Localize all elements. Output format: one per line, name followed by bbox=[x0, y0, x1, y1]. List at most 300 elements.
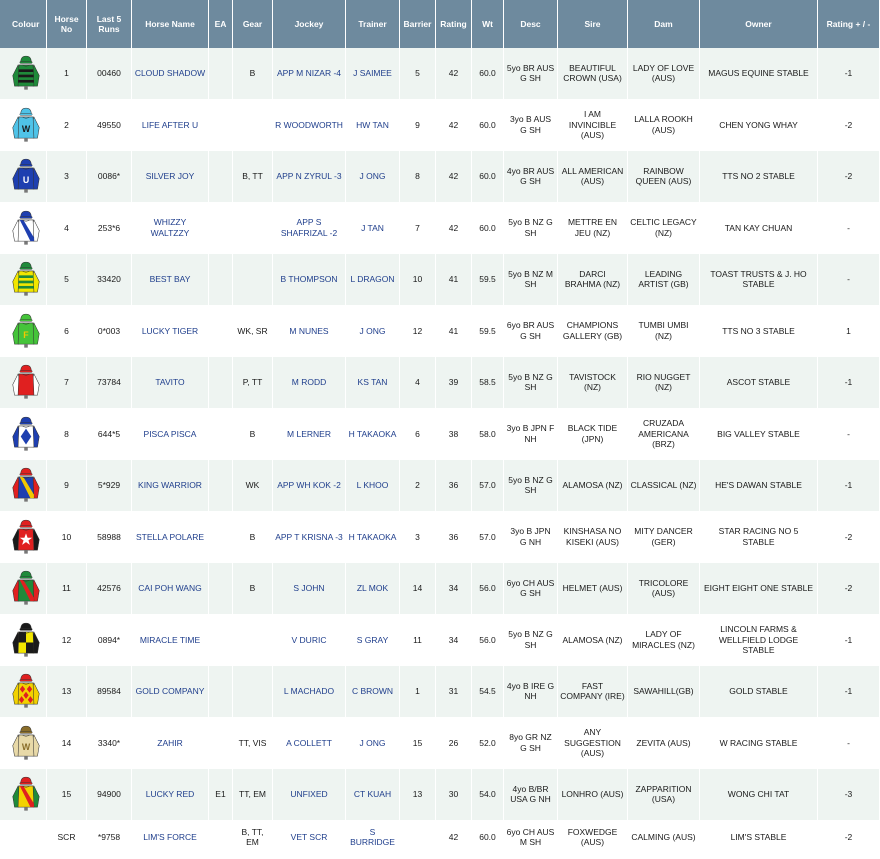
runner-sire: FAST COMPANY (IRE) bbox=[558, 666, 628, 718]
svg-text:W: W bbox=[21, 123, 31, 134]
runner-wt: 59.5 bbox=[472, 254, 504, 306]
runner-trainer[interactable]: J ONG bbox=[346, 718, 400, 770]
runner-wt: 58.5 bbox=[472, 357, 504, 409]
col-header-barrier: Barrier bbox=[400, 0, 436, 48]
runner-rating-change: -1 bbox=[818, 357, 880, 409]
runner-gear: TT, EM bbox=[233, 769, 273, 821]
runner-wt: 58.0 bbox=[472, 409, 504, 461]
runner-wt: 54.0 bbox=[472, 769, 504, 821]
runner-ea bbox=[209, 409, 233, 461]
runner-desc: 6yo CH AUS M SH bbox=[504, 821, 558, 855]
silks-cell bbox=[0, 357, 47, 409]
col-header-horse-no: Horse No bbox=[47, 0, 87, 48]
silks-blue-yellow-red-sash-icon bbox=[11, 494, 41, 504]
runner-owner: GOLD STABLE bbox=[700, 666, 818, 718]
col-header-horse-name: Horse Name bbox=[132, 0, 209, 48]
runner-horse-name[interactable]: LUCKY TIGER bbox=[132, 306, 209, 358]
silks-yellow-black-quarters-icon bbox=[11, 649, 41, 659]
runner-last-5-runs: 0*003 bbox=[87, 306, 132, 358]
silks-cell bbox=[0, 718, 47, 770]
runner-ea bbox=[209, 100, 233, 152]
runner-barrier: 6 bbox=[400, 409, 436, 461]
runner-gear bbox=[233, 203, 273, 255]
silks-white-blue-diamond-icon bbox=[11, 443, 41, 453]
silks-yellow-red-green-sash-icon bbox=[11, 803, 41, 813]
runner-barrier: 4 bbox=[400, 357, 436, 409]
runner-horse-name[interactable]: GOLD COMPANY bbox=[132, 666, 209, 718]
runner-ea bbox=[209, 563, 233, 615]
runner-desc: 5yo B NZ G SH bbox=[504, 357, 558, 409]
runner-jockey[interactable]: VET SCR bbox=[273, 821, 346, 855]
runner-rating-change: - bbox=[818, 409, 880, 461]
runner-row bbox=[0, 563, 880, 615]
runner-gear bbox=[233, 100, 273, 152]
col-header-last-5-runs: Last 5 Runs bbox=[87, 0, 132, 48]
runner-dam: TRICOLORE (AUS) bbox=[628, 563, 700, 615]
silks-cell bbox=[0, 151, 47, 203]
runner-jockey[interactable]: APP M NIZAR -4 bbox=[273, 48, 346, 100]
runner-sire: ALAMOSA (NZ) bbox=[558, 615, 628, 667]
silks-cell bbox=[0, 306, 47, 358]
runner-dam: CALMING (AUS) bbox=[628, 821, 700, 855]
runner-row bbox=[0, 666, 880, 718]
runner-row bbox=[0, 512, 880, 564]
runner-jockey[interactable]: L MACHADO bbox=[273, 666, 346, 718]
runner-last-5-runs: 0086* bbox=[87, 151, 132, 203]
runner-rating: 34 bbox=[436, 563, 472, 615]
silks-green-yellow-f-icon bbox=[11, 329, 41, 350]
runner-rating-change: - bbox=[818, 718, 880, 770]
runner-barrier: 15 bbox=[400, 718, 436, 770]
col-header-ea: EA bbox=[209, 0, 233, 48]
runner-barrier: 8 bbox=[400, 151, 436, 203]
runner-trainer[interactable]: J ONG bbox=[346, 151, 400, 203]
runner-horse-name[interactable]: KING WARRIOR bbox=[132, 460, 209, 512]
runner-row bbox=[0, 769, 880, 821]
runner-owner: TTS NO 2 STABLE bbox=[700, 151, 818, 203]
runner-wt: 60.0 bbox=[472, 821, 504, 855]
runner-sire: BEAUTIFUL CROWN (USA) bbox=[558, 48, 628, 100]
runner-wt: 57.0 bbox=[472, 460, 504, 512]
runner-horse-no: 2 bbox=[47, 100, 87, 152]
runner-sire: TAVISTOCK (NZ) bbox=[558, 357, 628, 409]
svg-text:F: F bbox=[23, 329, 29, 340]
runner-gear: TT, VIS bbox=[233, 718, 273, 770]
runner-jockey[interactable]: S JOHN bbox=[273, 563, 346, 615]
runner-horse-name[interactable]: PISCA PISCA bbox=[132, 409, 209, 461]
silks-green-red-sash-icon bbox=[11, 597, 41, 607]
runner-trainer[interactable]: C BROWN bbox=[346, 666, 400, 718]
runner-ea bbox=[209, 821, 233, 855]
runner-gear: B bbox=[233, 512, 273, 564]
runner-barrier: 3 bbox=[400, 512, 436, 564]
runner-barrier: 11 bbox=[400, 615, 436, 667]
runner-barrier: 1 bbox=[400, 666, 436, 718]
runner-horse-name[interactable]: LIFE AFTER U bbox=[132, 100, 209, 152]
runner-desc: 5yo B NZ M SH bbox=[504, 254, 558, 306]
runner-horse-name[interactable]: STELLA POLARE bbox=[132, 512, 209, 564]
runner-dam: CRUZADA AMERICANA (BRZ) bbox=[628, 409, 700, 461]
runner-last-5-runs: 253*6 bbox=[87, 203, 132, 255]
runner-barrier: 14 bbox=[400, 563, 436, 615]
silks-cell bbox=[0, 203, 47, 255]
runner-rating-change: 1 bbox=[818, 306, 880, 358]
runner-sire: FOXWEDGE (AUS) bbox=[558, 821, 628, 855]
runner-row bbox=[0, 306, 880, 358]
col-header-gear: Gear bbox=[233, 0, 273, 48]
runner-desc: 3yo B JPN G NH bbox=[504, 512, 558, 564]
runner-owner: CHEN YONG WHAY bbox=[700, 100, 818, 152]
runner-wt: 60.0 bbox=[472, 48, 504, 100]
silks-cell bbox=[0, 769, 47, 821]
runner-ea bbox=[209, 151, 233, 203]
runner-sire: ALAMOSA (NZ) bbox=[558, 460, 628, 512]
silks-white-blue-sash-icon bbox=[11, 237, 41, 247]
runner-gear: P, TT bbox=[233, 357, 273, 409]
runner-sire: ALL AMERICAN (AUS) bbox=[558, 151, 628, 203]
runner-rating-change: -2 bbox=[818, 821, 880, 855]
runner-row bbox=[0, 48, 880, 100]
runner-row bbox=[0, 718, 880, 770]
runner-jockey[interactable]: V DURIC bbox=[273, 615, 346, 667]
runner-desc: 5yo B NZ G SH bbox=[504, 203, 558, 255]
runner-rating-change: -1 bbox=[818, 615, 880, 667]
runner-desc: 4yo B IRE G NH bbox=[504, 666, 558, 718]
runner-wt: 56.0 bbox=[472, 615, 504, 667]
runner-rating: 39 bbox=[436, 357, 472, 409]
runner-rating: 42 bbox=[436, 48, 472, 100]
runner-sire: BLACK TIDE (JPN) bbox=[558, 409, 628, 461]
runner-dam: LEADING ARTIST (GB) bbox=[628, 254, 700, 306]
runner-gear: B bbox=[233, 48, 273, 100]
runner-horse-name[interactable]: TAVITO bbox=[132, 357, 209, 409]
runner-desc: 4yo BR AUS G SH bbox=[504, 151, 558, 203]
runner-sire: LONHRO (AUS) bbox=[558, 769, 628, 821]
col-header-rating: Rating bbox=[436, 0, 472, 48]
runner-horse-no: 12 bbox=[47, 615, 87, 667]
runner-horse-no: 15 bbox=[47, 769, 87, 821]
runner-horse-name[interactable]: CAI POH WANG bbox=[132, 563, 209, 615]
header-row bbox=[0, 0, 880, 48]
silks-cell bbox=[0, 409, 47, 461]
runner-last-5-runs: 73784 bbox=[87, 357, 132, 409]
runner-last-5-runs: 00460 bbox=[87, 48, 132, 100]
runner-trainer[interactable]: H TAKAOKA bbox=[346, 409, 400, 461]
runner-trainer[interactable]: S BURRIDGE bbox=[346, 821, 400, 855]
col-header-rating-change: Rating + / - bbox=[818, 0, 880, 48]
col-header-trainer: Trainer bbox=[346, 0, 400, 48]
runner-rating-change: -3 bbox=[818, 769, 880, 821]
runner-owner: LINCOLN FARMS & WELLFIELD LODGE STABLE bbox=[700, 615, 818, 667]
runner-last-5-runs: 5*929 bbox=[87, 460, 132, 512]
runner-dam: RAINBOW QUEEN (AUS) bbox=[628, 151, 700, 203]
runner-rating: 38 bbox=[436, 409, 472, 461]
runner-rating-change: -1 bbox=[818, 460, 880, 512]
silks-red-white-icon bbox=[11, 391, 41, 401]
runner-ea bbox=[209, 254, 233, 306]
runner-rating: 36 bbox=[436, 460, 472, 512]
col-header-sire: Sire bbox=[558, 0, 628, 48]
runner-row bbox=[0, 409, 880, 461]
runner-ea bbox=[209, 306, 233, 358]
runner-row bbox=[0, 151, 880, 203]
runner-desc: 5yo B NZ G SH bbox=[504, 615, 558, 667]
silks-cell bbox=[0, 615, 47, 667]
runner-wt: 60.0 bbox=[472, 151, 504, 203]
runner-dam: LADY OF LOVE (AUS) bbox=[628, 48, 700, 100]
runner-jockey[interactable]: M NUNES bbox=[273, 306, 346, 358]
silks-cell bbox=[0, 512, 47, 564]
runner-rating: 34 bbox=[436, 615, 472, 667]
runner-desc: 8yo GR NZ G SH bbox=[504, 718, 558, 770]
runner-rating: 42 bbox=[436, 203, 472, 255]
runner-trainer[interactable]: J ONG bbox=[346, 306, 400, 358]
runner-jockey[interactable]: APP T KRISNA -3 bbox=[273, 512, 346, 564]
runner-rating: 42 bbox=[436, 100, 472, 152]
runner-row bbox=[0, 100, 880, 152]
runner-dam: LADY OF MIRACLES (NZ) bbox=[628, 615, 700, 667]
runner-gear bbox=[233, 615, 273, 667]
runner-last-5-runs: 42576 bbox=[87, 563, 132, 615]
runner-desc: 6yo CH AUS G SH bbox=[504, 563, 558, 615]
col-header-desc: Desc bbox=[504, 0, 558, 48]
runner-owner: LIM'S STABLE bbox=[700, 821, 818, 855]
runner-sire: HELMET (AUS) bbox=[558, 563, 628, 615]
runner-owner: HE'S DAWAN STABLE bbox=[700, 460, 818, 512]
col-header-dam: Dam bbox=[628, 0, 700, 48]
runner-gear: B bbox=[233, 409, 273, 461]
runner-barrier: 7 bbox=[400, 203, 436, 255]
silks-cell bbox=[0, 563, 47, 615]
silks-cell bbox=[0, 100, 47, 152]
col-header-wt: Wt bbox=[472, 0, 504, 48]
runner-rating: 41 bbox=[436, 254, 472, 306]
runner-wt: 57.0 bbox=[472, 512, 504, 564]
runner-wt: 60.0 bbox=[472, 203, 504, 255]
runner-gear: WK bbox=[233, 460, 273, 512]
runner-horse-name[interactable]: SILVER JOY bbox=[132, 151, 209, 203]
runner-ea bbox=[209, 460, 233, 512]
runner-horse-name[interactable]: WHIZZY WALTZZY bbox=[132, 203, 209, 255]
runner-barrier bbox=[400, 821, 436, 855]
runner-horse-name[interactable]: ZAHIR bbox=[132, 718, 209, 770]
runner-last-5-runs: 0894* bbox=[87, 615, 132, 667]
runner-dam: TUMBI UMBI (NZ) bbox=[628, 306, 700, 358]
runner-trainer[interactable]: KS TAN bbox=[346, 357, 400, 409]
runner-horse-no: 3 bbox=[47, 151, 87, 203]
runner-barrier: 5 bbox=[400, 48, 436, 100]
runner-last-5-runs: 49550 bbox=[87, 100, 132, 152]
runner-horse-no: 10 bbox=[47, 512, 87, 564]
runner-sire: KINSHASA NO KISEKI (AUS) bbox=[558, 512, 628, 564]
silks-yellow-green-hoops-icon bbox=[11, 288, 41, 298]
col-header-colour: Colour bbox=[0, 0, 47, 48]
runner-horse-no: SCR bbox=[47, 821, 87, 855]
runner-owner: STAR RACING NO 5 STABLE bbox=[700, 512, 818, 564]
runner-last-5-runs: 94900 bbox=[87, 769, 132, 821]
runner-jockey[interactable]: APP WH KOK -2 bbox=[273, 460, 346, 512]
runner-dam: ZEVITA (AUS) bbox=[628, 718, 700, 770]
runner-horse-name[interactable]: BEST BAY bbox=[132, 254, 209, 306]
col-header-jockey: Jockey bbox=[273, 0, 346, 48]
runner-owner: WONG CHI TAT bbox=[700, 769, 818, 821]
runner-row bbox=[0, 615, 880, 667]
runner-ea bbox=[209, 666, 233, 718]
runner-wt: 59.5 bbox=[472, 306, 504, 358]
runner-trainer[interactable]: S GRAY bbox=[346, 615, 400, 667]
runner-trainer[interactable]: J TAN bbox=[346, 203, 400, 255]
runner-ea bbox=[209, 357, 233, 409]
runner-rating: 42 bbox=[436, 151, 472, 203]
runner-dam: RIO NUGGET (NZ) bbox=[628, 357, 700, 409]
runner-owner: W RACING STABLE bbox=[700, 718, 818, 770]
silks-cell bbox=[0, 48, 47, 100]
runner-rating-change: - bbox=[818, 254, 880, 306]
silks-cell bbox=[0, 821, 47, 855]
runner-sire: ANY SUGGESTION (AUS) bbox=[558, 718, 628, 770]
silks-cell bbox=[0, 254, 47, 306]
runner-sire: I AM INVINCIBLE (AUS) bbox=[558, 100, 628, 152]
runner-trainer[interactable]: ZL MOK bbox=[346, 563, 400, 615]
runner-gear: B, TT, EM bbox=[233, 821, 273, 855]
runner-last-5-runs: 58988 bbox=[87, 512, 132, 564]
runner-trainer[interactable]: L KHOO bbox=[346, 460, 400, 512]
silks-lightblue-w-icon bbox=[11, 123, 41, 144]
runner-ea bbox=[209, 203, 233, 255]
svg-text:W: W bbox=[21, 741, 31, 752]
runner-horse-no: 7 bbox=[47, 357, 87, 409]
runner-rating: 26 bbox=[436, 718, 472, 770]
runner-rating-change: -2 bbox=[818, 151, 880, 203]
runner-ea bbox=[209, 512, 233, 564]
runner-owner: BIG VALLEY STABLE bbox=[700, 409, 818, 461]
runner-horse-no: 9 bbox=[47, 460, 87, 512]
runner-trainer[interactable]: L DRAGON bbox=[346, 254, 400, 306]
silks-cell bbox=[0, 666, 47, 718]
silks-khaki-w-icon bbox=[11, 741, 41, 762]
silks-yellow-red-diamonds-icon bbox=[11, 700, 41, 710]
runner-horse-no: 14 bbox=[47, 718, 87, 770]
runner-desc: 5yo B NZ G SH bbox=[504, 460, 558, 512]
runner-horse-no: 6 bbox=[47, 306, 87, 358]
runner-jockey[interactable]: A COLLETT bbox=[273, 718, 346, 770]
silks-cell bbox=[0, 460, 47, 512]
runner-barrier: 9 bbox=[400, 100, 436, 152]
runner-desc: 3yo B JPN F NH bbox=[504, 409, 558, 461]
runner-gear: B, TT bbox=[233, 151, 273, 203]
runner-horse-no: 8 bbox=[47, 409, 87, 461]
runner-horse-name[interactable]: CLOUD SHADOW bbox=[132, 48, 209, 100]
runner-owner: ASCOT STABLE bbox=[700, 357, 818, 409]
runner-rating-change: -1 bbox=[818, 666, 880, 718]
runner-horse-no: 13 bbox=[47, 666, 87, 718]
runner-ea bbox=[209, 718, 233, 770]
runner-rating-change: - bbox=[818, 203, 880, 255]
runner-barrier: 13 bbox=[400, 769, 436, 821]
runner-horse-name[interactable]: LIM'S FORCE bbox=[132, 821, 209, 855]
runner-sire: DARCI BRAHMA (NZ) bbox=[558, 254, 628, 306]
runner-trainer[interactable]: H TAKAOKA bbox=[346, 512, 400, 564]
runner-barrier: 12 bbox=[400, 306, 436, 358]
runner-dam: MITY DANCER (GER) bbox=[628, 512, 700, 564]
runner-horse-no: 11 bbox=[47, 563, 87, 615]
col-header-owner: Owner bbox=[700, 0, 818, 48]
silks-black-red-star-icon bbox=[11, 546, 41, 556]
silks-green-black-hoops-icon bbox=[11, 82, 41, 92]
runner-horse-no: 4 bbox=[47, 203, 87, 255]
runner-rating-change: -2 bbox=[818, 563, 880, 615]
runner-desc: 6yo BR AUS G SH bbox=[504, 306, 558, 358]
runner-owner: TOAST TRUSTS & J. HO STABLE bbox=[700, 254, 818, 306]
runner-desc: 4yo B/BR USA G NH bbox=[504, 769, 558, 821]
runner-row bbox=[0, 357, 880, 409]
runner-gear: WK, SR bbox=[233, 306, 273, 358]
runner-wt: 60.0 bbox=[472, 100, 504, 152]
runner-rating-change: -2 bbox=[818, 100, 880, 152]
runner-wt: 54.5 bbox=[472, 666, 504, 718]
runner-last-5-runs: 3340* bbox=[87, 718, 132, 770]
runner-horse-name[interactable]: LUCKY RED bbox=[132, 769, 209, 821]
runner-last-5-runs: 33420 bbox=[87, 254, 132, 306]
runner-trainer[interactable]: CT KUAH bbox=[346, 769, 400, 821]
runner-trainer[interactable]: J SAIMEE bbox=[346, 48, 400, 100]
runner-wt: 52.0 bbox=[472, 718, 504, 770]
runner-dam: CLASSICAL (NZ) bbox=[628, 460, 700, 512]
runner-sire: CHAMPIONS GALLERY (GB) bbox=[558, 306, 628, 358]
runner-jockey[interactable]: R WOODWORTH bbox=[273, 100, 346, 152]
runner-trainer[interactable]: HW TAN bbox=[346, 100, 400, 152]
runner-horse-no: 1 bbox=[47, 48, 87, 100]
runner-last-5-runs: 89584 bbox=[87, 666, 132, 718]
runner-rating-change: -1 bbox=[818, 48, 880, 100]
svg-text:U: U bbox=[22, 174, 30, 185]
runner-ea bbox=[209, 48, 233, 100]
runner-desc: 3yo B AUS G SH bbox=[504, 100, 558, 152]
runner-rating-change: -2 bbox=[818, 512, 880, 564]
runner-gear: B bbox=[233, 563, 273, 615]
runner-last-5-runs: *9758 bbox=[87, 821, 132, 855]
runner-owner: EIGHT EIGHT ONE STABLE bbox=[700, 563, 818, 615]
runner-horse-no: 5 bbox=[47, 254, 87, 306]
runner-jockey[interactable]: UNFIXED bbox=[273, 769, 346, 821]
runner-jockey[interactable]: M RODD bbox=[273, 357, 346, 409]
runner-row bbox=[0, 460, 880, 512]
runner-rating: 42 bbox=[436, 821, 472, 855]
runner-desc: 5yo BR AUS G SH bbox=[504, 48, 558, 100]
runner-wt: 56.0 bbox=[472, 563, 504, 615]
runner-rating: 31 bbox=[436, 666, 472, 718]
runner-rating: 36 bbox=[436, 512, 472, 564]
runner-horse-name[interactable]: MIRACLE TIME bbox=[132, 615, 209, 667]
runner-dam: LALLA ROOKH (AUS) bbox=[628, 100, 700, 152]
runner-gear bbox=[233, 254, 273, 306]
runner-jockey[interactable]: APP S SHAFRIZAL -2 bbox=[273, 203, 346, 255]
runner-last-5-runs: 644*5 bbox=[87, 409, 132, 461]
runner-owner: TAN KAY CHUAN bbox=[700, 203, 818, 255]
runner-ea bbox=[209, 615, 233, 667]
runner-gear bbox=[233, 666, 273, 718]
runner-sire: METTRE EN JEU (NZ) bbox=[558, 203, 628, 255]
runner-owner: TTS NO 3 STABLE bbox=[700, 306, 818, 358]
runner-jockey[interactable]: APP N ZYRUL -3 bbox=[273, 151, 346, 203]
runner-jockey[interactable]: B THOMPSON bbox=[273, 254, 346, 306]
runner-rating: 41 bbox=[436, 306, 472, 358]
runner-barrier: 2 bbox=[400, 460, 436, 512]
runners-list bbox=[0, 48, 880, 855]
runner-row bbox=[0, 254, 880, 306]
runner-jockey[interactable]: M LERNER bbox=[273, 409, 346, 461]
silks-blue-white-horseshoe-icon bbox=[11, 174, 41, 195]
